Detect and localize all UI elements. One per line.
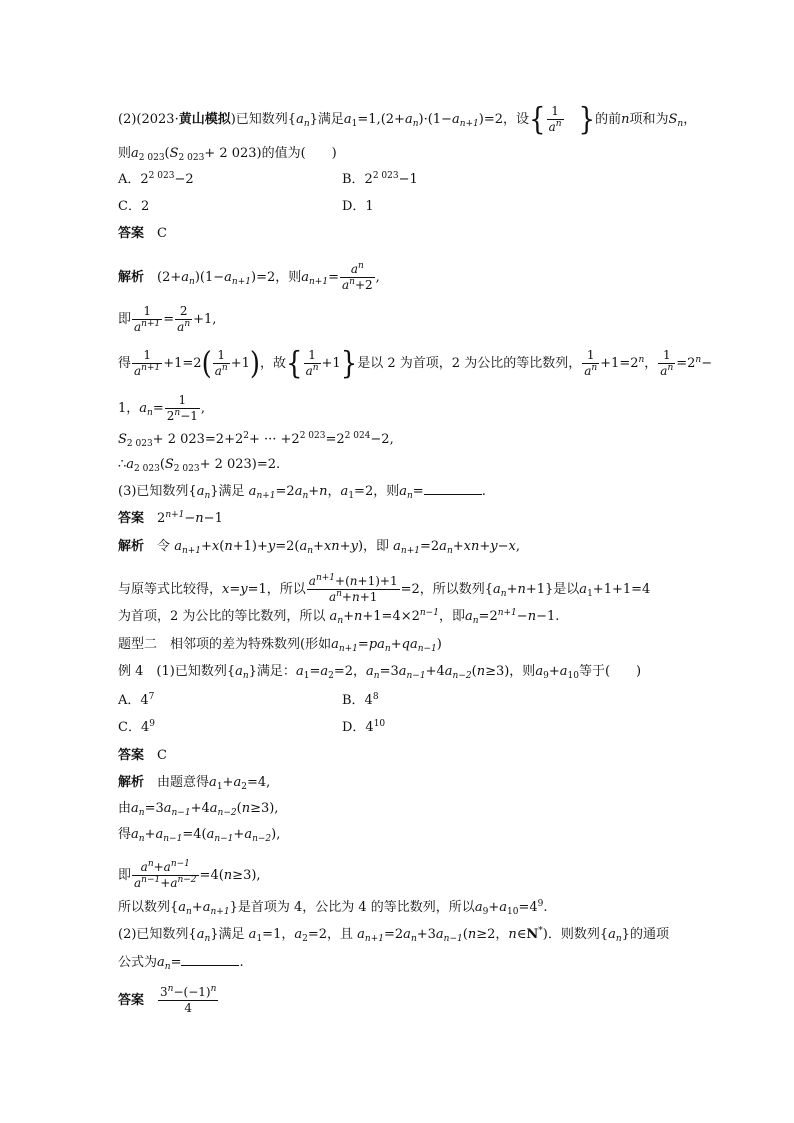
q3-line: (3)已知数列$\{a_n\}$满足 $a_{n+1}=2a_n+n$，$a_1=2$，则$a_n=$ .: [118, 484, 486, 501]
q2-option-d: D．1: [342, 199, 374, 214]
ex4-analysis-1: 解析 由题意得$a_1+a_2=4$,: [118, 775, 271, 792]
ex4-option-b: B．$4^8$: [342, 692, 379, 708]
q3-analysis-3: 为首项，2 为公比的等比数列，所以 $a_n+n+1=4\times 2^{n-1}$，即$a_n=2^{n+1}-n-1$.: [118, 608, 560, 626]
ex4-analysis-4: 即 $\frac{a^n+a^{n-1}}{a^{n-1}+a^{n-2}}$ =4(n≥3),: [118, 859, 261, 890]
ex4-option-a: A．$4^7$: [118, 692, 155, 708]
q2-analysis-4: 1，$a_n=$ $\frac{1}{2^n-1}$ ,: [118, 393, 206, 423]
q2-analysis-3: 得 $\frac{1}{a^{n+1}}$ +1=2( $\frac{1}{a^n}$ +1)，故{ $\frac{1}{a^n}$ +1}是以 2 为首项，2 为公比的等比数列， $\frac{1}{a^n}$ $+1=2^n$， $\frac{1}{a^n}$ $=2^n-$: [118, 345, 713, 382]
ex4-analysis-2: 由$a_n=3a_{n-1}+4a_{n-2}(n\ge 3)$,: [118, 801, 279, 818]
q2-option-c: C．2: [118, 199, 150, 214]
ex4-option-d: D．$4^{10}$: [342, 719, 386, 735]
section-heading: 题型二 相邻项的差为特殊数列(形如$a_{n+1}=pa_n+qa_{n-1}$): [118, 637, 442, 654]
q2-analysis-1: 解析 $(2+a_n)(1-a_{n+1})=2$，则$a_{n+1}=$ $\frac{a^n}{a^n+2}$ ,: [118, 261, 380, 292]
q2-analysis-2: 即 $\frac{1}{a^{n+1}}$ = $\frac{2}{a^n}$ +1,: [118, 304, 217, 334]
ex4-analysis-3: 得$a_n+a_{n-1}=4(a_{n-1}+a_{n-2})$,: [118, 827, 281, 844]
q3-analysis-1: 解析 令 $a_{n+1}+x(n+1)+y=2(a_n+xn+y)$，即 $a_{n+1}=2a_n+xn+y-x$,: [118, 539, 521, 556]
ex4-option-c: C．$4^9$: [118, 719, 155, 735]
q2-option-b: B．$2^{2 023}-1$: [342, 171, 418, 187]
ex4-answer: 答案 C: [118, 748, 167, 763]
q2b-line2: 公式为$a_n=$ .: [118, 955, 244, 972]
q2-analysis-5: $S_{2 023}+ 2$ $023=2+2^2+$ ··· $+2^{2 023}=2^{2 024}-2$,: [118, 431, 394, 449]
q2-line2: 则$a_{2 023}(S_{2 023}+ 2$ 023)的值为( ): [118, 146, 337, 163]
q3-analysis-2: 与原等式比较得，x=y=1，所以 $\frac{a^{n+1}+(n+1)+1}{a^n+n+1}$ =2，所以数列$\{a_n+n+1\}$是以$a_1+1+1=4$: [118, 573, 651, 604]
ex4-analysis-5: 所以数列$\{a_n+a_{n+1}\}$是首项为 4，公比为 4 的等比数列，所以$a_9+a_{10}=4^9$.: [118, 899, 548, 917]
q2b-line1: (2)已知数列$\{a_n\}$满足 $a_1=1$，$a_2=2$，且 $a_{n+1}=2a_n+3a_{n-1}(n\ge 2$，n∈N*)．则数列$\{a_n\}$的通项: [118, 926, 669, 944]
answer-blank: [424, 482, 482, 495]
q2-analysis-6: $\therefore a_{2 023}(S_{2 023}+ 2$ 023)=2.: [118, 457, 281, 474]
ex4-line: 例 4 (1)已知数列$\{a_n\}$满足：$a_1=a_2=2$，$a_n=3a_{n-1}+4a_{n-2}(n\ge 3)$，则$a_9+a_{10}$等于( ): [118, 664, 642, 681]
q2b-answer: 答案 $\frac{3^n-(-1)^n}{4}$: [118, 984, 217, 1015]
q2-line1: (2)(2023·黄山模拟)已知数列$\{a_n\}$满足$a_1=1,(2+a_n)\cdot(1-a_{n+1})=2$，设{ $\frac{1}{a^n}$ }的前n项和为$S_n$，: [118, 101, 697, 138]
answer-blank-2: [181, 953, 239, 966]
q2-answer: 答案 C: [118, 226, 167, 241]
q3-answer: 答案 $2^{n+1}-n-1$: [118, 510, 223, 526]
q2-option-a: A．$2^{2 023}-2$: [118, 171, 194, 187]
